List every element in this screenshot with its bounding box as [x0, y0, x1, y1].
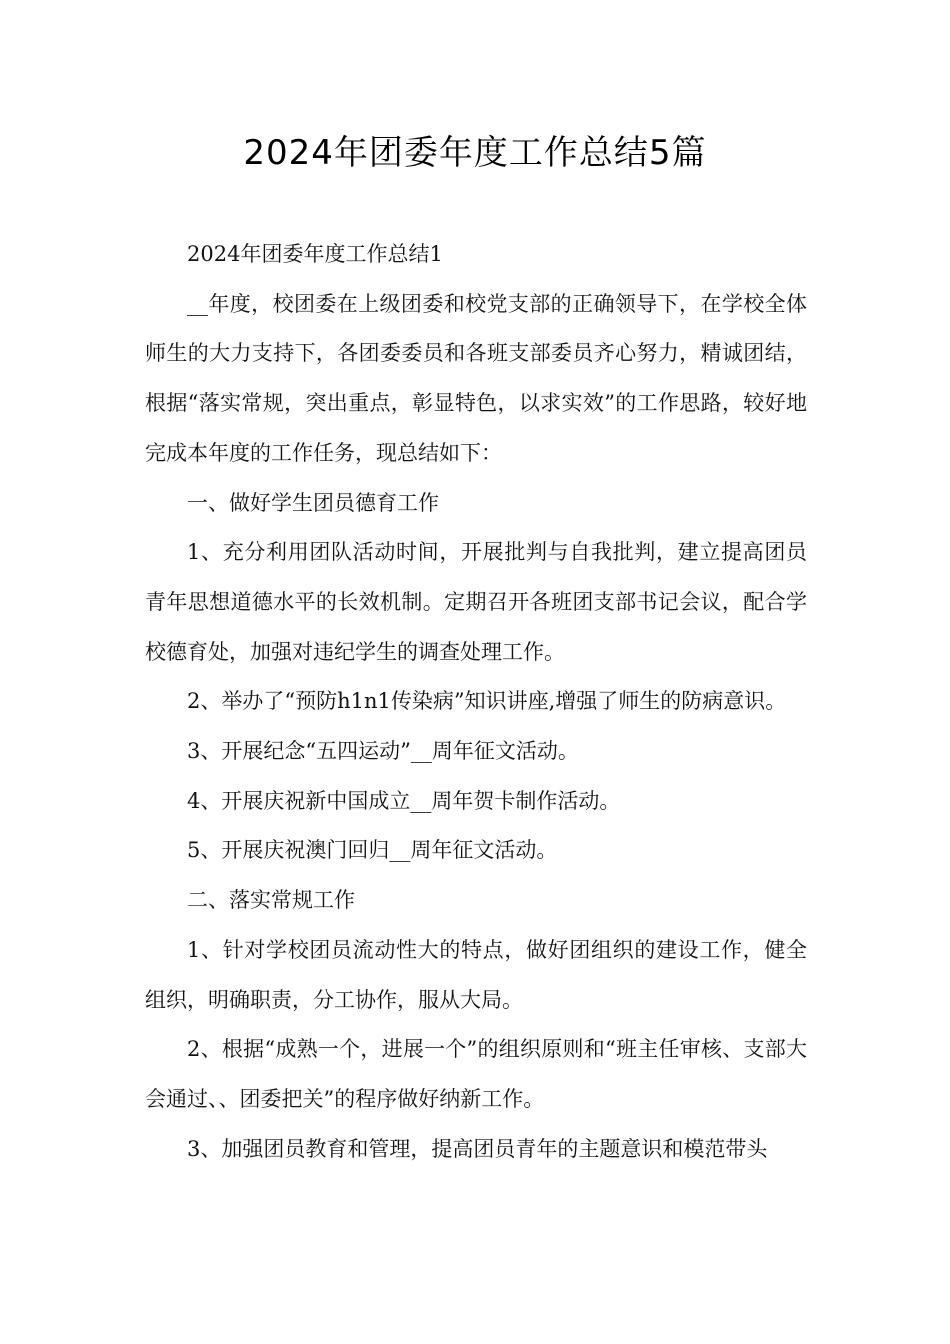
document-body	[145, 230, 807, 1174]
paragraph-item: 5、开展庆祝澳门回归__周年征文活动。	[187, 838, 558, 863]
paragraph-item: 1、针对学校团员流动性大的特点，做好团组织的建设工作，健全组织，明确职责，分工协作，服从大局。	[145, 937, 807, 1012]
paragraph-intro: __年度，校团委在上级团委和校党支部的正确领导下，在学校全体师生的大力支持下，各团委委员和各班支部委员齐心努力，精诚团结，根据“落实常规，突出重点，彰显特色，以求实效”的工作思路，较好地完成本年度的工作任务，现总结如下：	[145, 291, 807, 465]
paragraph-item: 2、举办了“预防h1n1传染病”知识讲座,增强了师生的防病意识。	[187, 689, 787, 714]
paragraph-item: 2、根据“成熟一个，进展一个”的组织原则和“班主任审核、支部大会通过、、团委把关”的程序做好纳新工作。	[145, 1037, 807, 1111]
section-heading-1: 一、做好学生团员德育工作	[187, 490, 439, 515]
paragraph-item: 3、开展纪念“五四运动”__周年征文活动。	[187, 739, 579, 764]
paragraph-item: 3、加强团员教育和管理，提高团员青年的主题意识和模范带头	[187, 1136, 768, 1161]
paragraph-subtitle: 2024年团委年度工作总结1	[187, 242, 443, 266]
paragraph-item: 4、开展庆祝新中国成立__周年贺卡制作活动。	[187, 788, 621, 813]
document-title: 2024年团委年度工作总结5篇	[243, 133, 707, 173]
paragraph-item: 1、充分利用团队活动时间，开展批判与自我批判，建立提高团员青年思想道德水平的长效机制。定期召开各班团支部书记会议，配合学校德育处，加强对违纪学生的调查处理工作。	[145, 540, 807, 664]
section-heading-2: 二、落实常规工作	[187, 888, 355, 913]
